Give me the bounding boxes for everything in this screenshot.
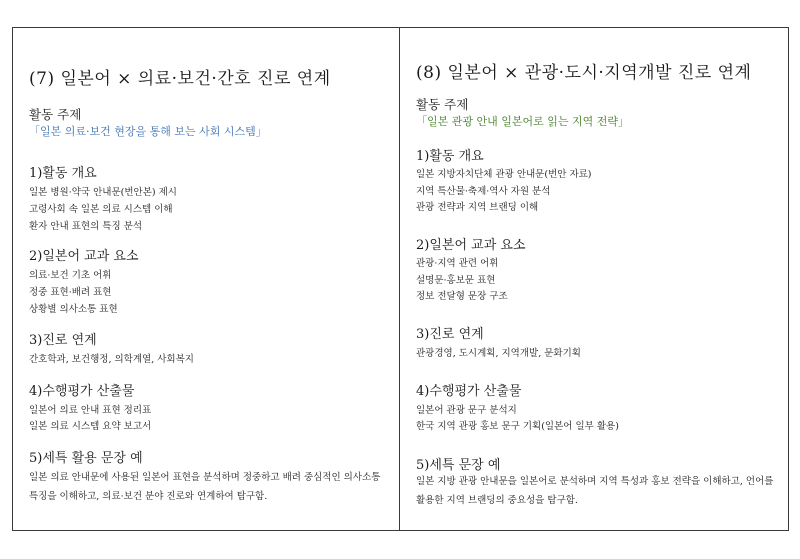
section-line: 일본 병원·약국 안내문(번안본) 제시 [29, 187, 177, 198]
section-line: 환자 안내 표현의 특징 분석 [29, 221, 143, 232]
theme-label: 활동 주제 [416, 97, 469, 112]
section-line: 일본 의료 시스템 요약 보고서 [29, 421, 152, 432]
theme-text: 「일본 관광 안내 일본어로 읽는 지역 전략」 [416, 115, 629, 128]
section-heading: 5)세특 활용 문장 예 [29, 451, 143, 466]
right-panel [399, 27, 789, 531]
section-paragraph: 일본 지방 관광 안내문을 일본어로 분석하며 지역 특성과 홍보 전략을 이해하고, 언어를 활용한 지역 브랜딩의 중요성을 탐구함. [416, 476, 774, 506]
section-line: 의료·보건 기초 어휘 [29, 270, 112, 281]
section-line: 관광 전략과 지역 브랜딩 이해 [416, 202, 539, 213]
section-heading: 1)활동 개요 [416, 149, 484, 164]
panel-title: (7) 일본어 × 의료·보건·간호 진로 연계 [29, 69, 331, 89]
panel-title: (8) 일본어 × 관광·도시·지역개발 진로 연계 [416, 63, 752, 83]
section-line: 간호학과, 보건행정, 의학계열, 사회복지 [29, 354, 194, 365]
section-line: 정중 표현·배려 표현 [29, 287, 112, 298]
section-heading: 1)활동 개요 [29, 166, 97, 181]
section-line: 한국 지역 관광 홍보 문구 기획(일본어 일부 활용) [416, 421, 619, 432]
theme-label: 활동 주제 [29, 107, 82, 122]
section-line: 설명문·홍보문 표현 [416, 275, 496, 286]
section-heading: 2)일본어 교과 요소 [29, 249, 139, 264]
section-heading: 3)진로 연계 [416, 327, 484, 342]
left-panel [12, 27, 400, 531]
section-line: 고령사회 속 일본 의료 시스템 이해 [29, 204, 173, 215]
section-heading: 5)세특 문장 예 [416, 458, 501, 473]
section-heading: 2)일본어 교과 요소 [416, 238, 526, 253]
section-heading: 3)진로 연계 [29, 333, 97, 348]
section-line: 상황별 의사소통 표현 [29, 304, 118, 315]
section-line: 일본어 관광 문구 분석지 [416, 405, 517, 416]
section-line: 관광경영, 도시계획, 지역개발, 문화기획 [416, 348, 581, 359]
section-line: 일본어 의료 안내 표현 정리표 [29, 405, 152, 416]
section-heading: 4)수행평가 산출물 [416, 384, 522, 399]
section-line: 지역 특산물·축제·역사 자원 분석 [416, 186, 551, 197]
section-heading: 4)수행평가 산출물 [29, 384, 135, 399]
section-line: 일본 지방자치단체 관광 안내문(번안 자료) [416, 169, 592, 180]
section-line: 관광·지역 관련 어휘 [416, 258, 499, 269]
theme-text: 「일본 의료·보건 현장을 통해 보는 사회 시스템」 [29, 125, 267, 138]
section-paragraph: 일본 의료 안내문에 사용된 일본어 표현을 분석하며 정중하고 배려 중심적인 의사소통 특징을 이해하고, 의료·보건 분야 진로와 연계하여 탐구함. [29, 472, 381, 502]
section-line: 정보 전달형 문장 구조 [416, 291, 508, 302]
